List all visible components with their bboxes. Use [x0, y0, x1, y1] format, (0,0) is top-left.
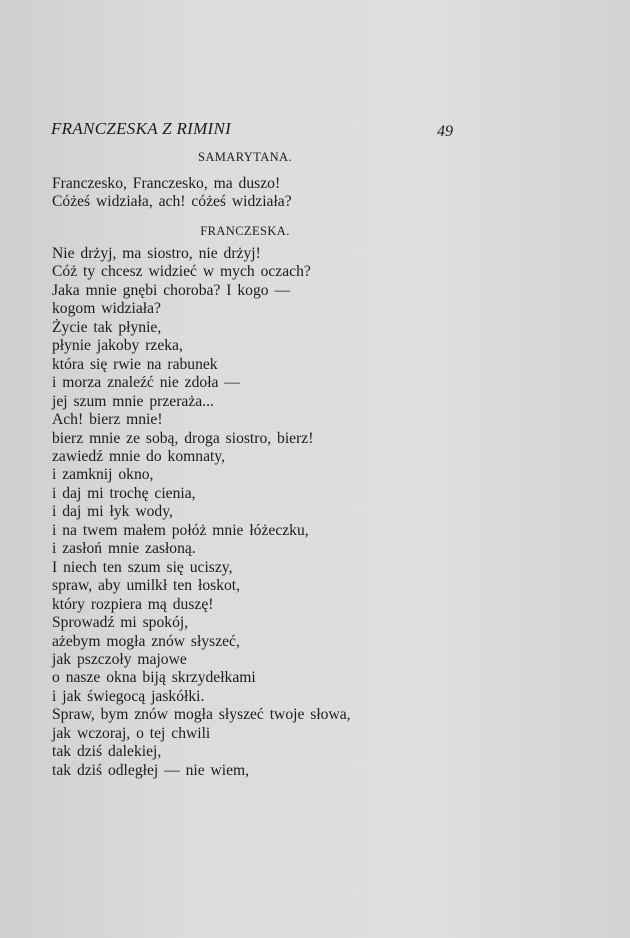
verse-line: Życie tak płynie, — [52, 318, 162, 336]
verse-line: i jak świegocą jaskółki. — [52, 687, 205, 705]
verse-line: I niech ten szum się uciszy, — [52, 558, 233, 576]
verse-line: i na twem małem połóż mnie łóżeczku, — [52, 521, 309, 539]
verse-line: płynie jakoby rzeka, — [52, 337, 183, 355]
verse-line: i daj mi łyk wody, — [52, 503, 173, 521]
speaker-name: SAMARYTANA. — [197, 150, 293, 164]
verse-line: jej szum mnie przeraża... — [52, 392, 214, 410]
verse-line: i morza znaleźć nie zdoła — — [52, 374, 240, 392]
speaker-name: FRANCZESKA. — [200, 224, 290, 238]
verse-line: bierz mnie ze sobą, droga siostro, bierz! — [52, 429, 314, 447]
verse-line: i zasłoń mnie zasłoną. — [52, 540, 196, 558]
verse-line: Cóż ty chcesz widzieć w mych oczach? — [52, 263, 311, 281]
verse-line: Jaka mnie gnębi choroba? I kogo — — [52, 281, 291, 299]
verse-line: kogom widziała? — [52, 300, 161, 318]
verse-line: tak dziś odległej — nie wiem, — [52, 761, 250, 779]
running-title: FRANCZESKA Z RIMINI — [51, 119, 232, 138]
verse-line: Cóżeś widziała, ach! cóżeś widziała? — [52, 193, 292, 211]
verse-line: jak wczoraj, o tej chwili — [52, 724, 211, 742]
verse-line: Franczesko, Franczesko, ma duszo! — [52, 175, 281, 192]
page-number: 49 — [437, 123, 453, 140]
verse-block — [52, 175, 292, 212]
verse-line: Ach! bierz mnie! — [52, 411, 163, 429]
verse-line: Nie drżyj, ma siostro, nie drżyj! — [52, 245, 261, 262]
verse-line: i daj mi trochę cienia, — [52, 484, 196, 502]
verse-line: ażebym mogła znów słyszeć, — [52, 632, 240, 650]
verse-line: Sprowadź mi spokój, — [52, 614, 189, 632]
verse-line: zawiedź mnie do komnaty, — [52, 447, 226, 465]
verse-line: spraw, aby umilkł ten łoskot, — [52, 577, 241, 595]
verse-line: która się rwie na rabunek — [52, 355, 218, 373]
verse-line: o nasze okna biją skrzydełkami — [52, 669, 256, 687]
verse-line: i zamknij okno, — [52, 466, 154, 484]
verse-line: Spraw, bym znów mogła słyszeć twoje słowa, — [52, 706, 351, 724]
verse-block — [52, 245, 351, 780]
verse-line: jak pszczoły majowe — [52, 650, 187, 668]
verse-line: tak dziś dalekiej, — [52, 743, 162, 761]
verse-line: który rozpiera mą duszę! — [52, 595, 214, 613]
